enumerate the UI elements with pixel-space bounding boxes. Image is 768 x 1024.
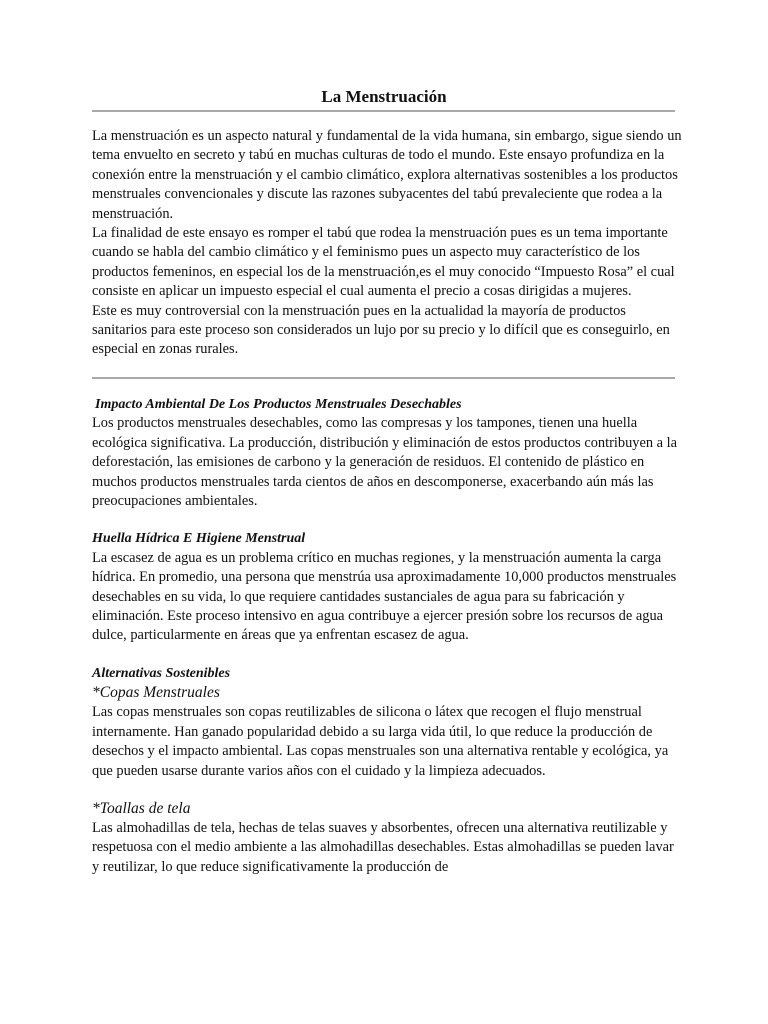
cloth-paragraph: Las almohadillas de tela, hechas de telas suaves y absorbentes, ofrecen una alternativa reutilizable y respetuosa con el medio ambiente a las almohadillas desechables. Estas almohadillas se pueden lavar y reutilizar, lo que reduce significativamente la producción de (92, 819, 674, 875)
cups-heading: *Copas Menstruales (92, 684, 220, 702)
cups-paragraph: Las copas menstruales son copas reutilizables de silicona o látex que recogen el flujo menstrual internamente. Han ganado popularidad debido a su larga vida útil, lo que reduce la producción de desechos y el impacto ambiental. Las copas menstruales son una alternativa rentable y ecológica, ya que pueden usarse durante varios años con el cuidado y la limpieza adecuados. (92, 704, 669, 779)
intro-paragraph: La finalidad de este ensayo es romper el tabú que rodea la menstruación pues es un tema importante cuando se habla del cambio climático y el feminismo pues un aspecto muy característico de los productos femeninos, en especial los de la menstruación,es el muy conocido “Impuesto Rosa” el cual consiste en aplicar un impuesto especial el cual aumenta el precio a cosas dirigidas a mujeres. (92, 225, 675, 300)
intro-paragraph: Este es muy controversial con la menstruación pues en la actualidad la mayoría de productos sanitarios para este proceso son considerados un lujo por su precio y lo difícil que es conseguirlo, en especial en zonas rurales. (92, 302, 670, 358)
document-title: La Menstruación (321, 87, 447, 106)
impact-paragraph: Los productos menstruales desechables, como las compresas y los tampones, tienen una huella ecológica significativa. La producción, distribución y eliminación de estos productos contribuyen a la deforestación, las emisiones de carbono y la generación de residuos. El contenido de plástico en muchos productos menstruales tarda cientos de años en descomponerse, exacerbando aún más las preocupaciones ambientales. (92, 415, 678, 510)
intro-section (92, 127, 682, 360)
intro-divider (92, 377, 675, 379)
title-divider (92, 110, 675, 112)
water-paragraph: La escasez de agua es un problema crítico en muchas regiones, y la menstruación aumenta la carga hídrica. En promedio, una persona que menstrúa usa aproximadamente 10,000 productos menstruales desechables en su vida, lo que requiere cantidades sustanciales de agua para su fabricación y eliminación. Este proceso intensivo en agua contribuye a ejercer presión sobre los recursos de agua dulce, particularmente en áreas que ya enfrentan escasez de agua. (92, 549, 677, 644)
alternatives-heading: Alternativas Sostenibles (92, 665, 231, 681)
impact-heading: Impacto Ambiental De Los Productos Menstruales Desechables (95, 397, 462, 412)
intro-paragraph: La menstruación es un aspecto natural y fundamental de la vida humana, sin embargo, sigue siendo un tema envuelto en secreto y tabú en muchas culturas de todo el mundo. Este ensayo profundiza en la conexión entre la menstruación y el cambio climático, explora alternativas sostenibles a los productos menstruales convencionales y discute las razones subyacentes del tabú prevaleciente que rodea a la menstruación. (92, 128, 682, 222)
body-section (92, 395, 682, 877)
cloth-heading: *Toallas de tela (92, 799, 191, 817)
water-heading: Huella Hídrica E Higiene Menstrual (92, 531, 306, 547)
